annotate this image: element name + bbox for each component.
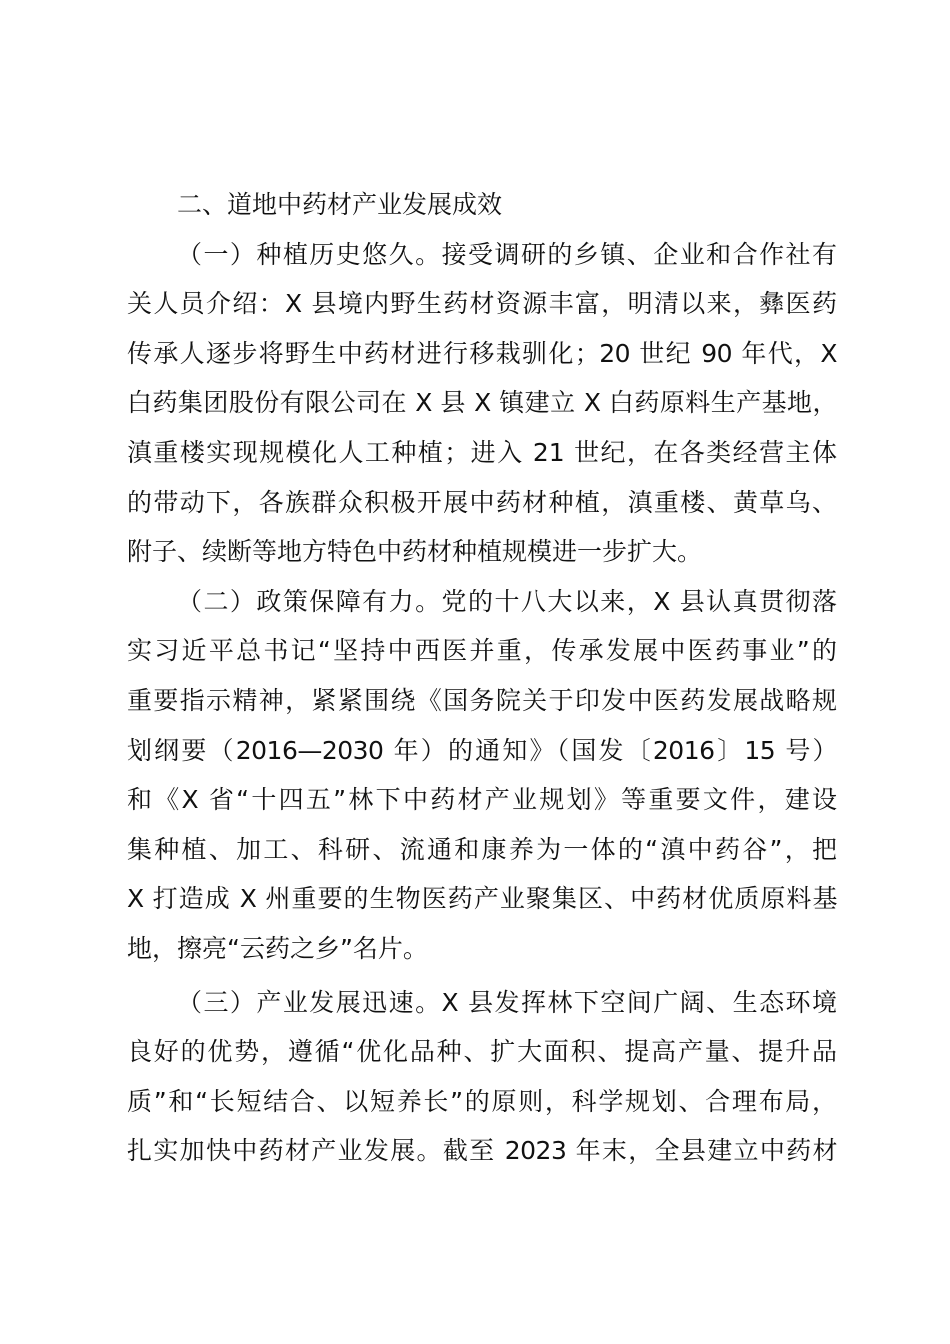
paragraph-line: 和《X 省“十四五”林下中药材产业规划》等重要文件，建设 bbox=[127, 785, 837, 815]
paragraph-line: 关人员介绍：X 县境内野生药材资源丰富，明清以来，彝医药 bbox=[127, 289, 837, 319]
paragraph-planting-history bbox=[127, 230, 837, 577]
paragraph-line: 良好的优势，遵循“优化品种、扩大面积、提高产量、提升品 bbox=[127, 1037, 837, 1067]
paragraph-industry-growth bbox=[127, 978, 837, 1176]
paragraph-line: 实习近平总书记“坚持中西医并重，传承发展中医药事业”的 bbox=[127, 636, 837, 666]
paragraph-line: （二）政策保障有力。党的十八大以来，X 县认真贯彻落 bbox=[177, 586, 837, 616]
paragraph-line: 白药集团股份有限公司在 X 县 X 镇建立 X 白药原料生产基地， bbox=[127, 388, 837, 418]
paragraph-line: 地，擦亮“云药之乡”名片。 bbox=[127, 933, 428, 963]
paragraph-line: 滇重楼实现规模化人工种植；进入 21 世纪，在各类经营主体 bbox=[127, 437, 837, 467]
paragraph-policy-support bbox=[127, 577, 837, 974]
paragraph-line: 的带动下，各族群众积极开展中药材种植，滇重楼、黄草乌、 bbox=[127, 487, 837, 517]
document-body bbox=[127, 180, 837, 1176]
paragraph-line: 传承人逐步将野生中药材进行移栽驯化；20 世纪 90 年代，X bbox=[127, 338, 837, 368]
section-heading: 二、道地中药材产业发展成效 bbox=[177, 190, 503, 219]
paragraph-line: 质”和“长短结合、以短养长”的原则，科学规划、合理布局， bbox=[127, 1086, 837, 1116]
paragraph-line: 扎实加快中药材产业发展。截至 2023 年末，全县建立中药材 bbox=[127, 1136, 837, 1166]
paragraph-line: X 打造成 X 州重要的生物医药产业聚集区、中药材优质原料基 bbox=[127, 884, 837, 914]
paragraph-line: 划纲要（2016—2030 年）的通知》（国发〔2016〕15 号） bbox=[127, 735, 837, 765]
paragraph-line: 集种植、加工、科研、流通和康养为一体的“滇中药谷”，把 bbox=[127, 834, 837, 864]
paragraph-line: 附子、续断等地方特色中药材种植规模进一步扩大。 bbox=[127, 537, 703, 567]
paragraph-line: 重要指示精神，紧紧围绕《国务院关于印发中医药发展战略规 bbox=[127, 685, 837, 715]
paragraph-line: （一）种植历史悠久。接受调研的乡镇、企业和合作社有 bbox=[177, 239, 837, 269]
paragraph-line: （三）产业发展迅速。X 县发挥林下空间广阔、生态环境 bbox=[177, 987, 837, 1017]
